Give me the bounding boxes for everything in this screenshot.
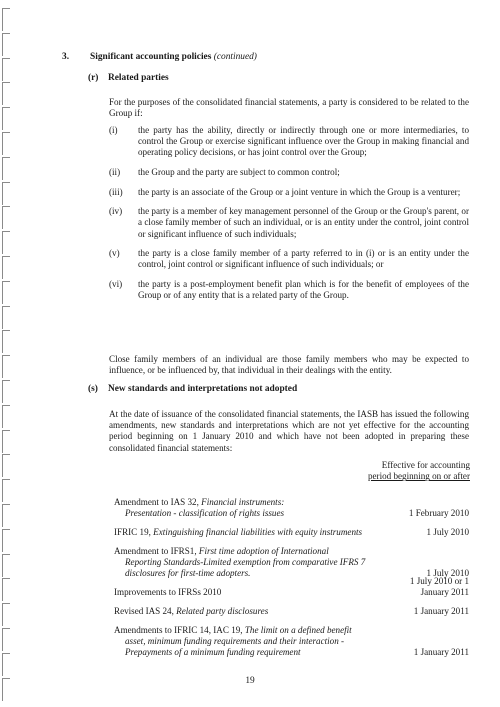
amendment-title-continuation: asset, minimum funding requirements and their interaction -Prepayments of a minimum funding requirement xyxy=(125,636,345,657)
related-party-criterion xyxy=(109,206,469,240)
amendment-row xyxy=(114,497,469,519)
binder-mark xyxy=(2,33,10,56)
amendment-description xyxy=(114,497,369,519)
binder-mark xyxy=(2,306,10,329)
binder-mark xyxy=(2,355,10,378)
column-header-line: period beginning on or after xyxy=(367,471,470,482)
amendment-reference: IFRIC 19, xyxy=(114,527,154,537)
binder-mark xyxy=(2,206,10,229)
amendment-title: First time adoption of International xyxy=(198,546,329,556)
amendment-title: Related party disclosures xyxy=(176,606,269,616)
amendment-title-continuation: Reporting Standards-Limited exemption from comparative IFRS 7 disclosures for first-time adopters. xyxy=(125,557,366,578)
binder-mark xyxy=(2,8,10,31)
amendment-description xyxy=(114,587,369,598)
binder-mark xyxy=(2,479,10,502)
criterion-text: the party is an associate of the Group or a joint venture in which the Group is a venturer; xyxy=(138,186,461,197)
criterion-numeral: (v) xyxy=(109,248,120,259)
subsection-title: New standards and interpretations not adopted xyxy=(108,384,298,394)
related-parties-list xyxy=(109,125,469,310)
criterion-numeral: (vi) xyxy=(109,278,123,289)
effective-date: 1 July 2010 xyxy=(426,568,469,578)
binder-mark xyxy=(2,231,10,254)
amendment-reference: Improvements to IFRSs 2010 xyxy=(114,587,222,597)
amendment-title-line xyxy=(114,497,369,508)
amendment-title-line xyxy=(114,625,369,636)
amendment-row xyxy=(114,546,469,579)
related-parties-closing: Close family members of an individual are those family members who may be expected to influence, or be influenced by, that individual in their dealings with the entity. xyxy=(109,354,469,376)
binder-margin-marks xyxy=(0,0,14,707)
effective-date-column-header xyxy=(320,460,470,483)
binder-mark xyxy=(2,529,10,552)
amendment-row xyxy=(114,576,469,598)
binder-mark xyxy=(2,504,10,527)
criterion-text: the Group and the party are subject to common control; xyxy=(138,167,340,177)
subsection-letter: (r) xyxy=(88,73,99,83)
binder-mark xyxy=(2,578,10,601)
criterion-text: the party is a post-employment benefit plan which is for the benefit of employees of the Group or of any entity that is a related party of the Group. xyxy=(138,278,469,301)
binder-mark xyxy=(2,405,10,428)
binder-mark xyxy=(2,454,10,477)
binder-mark xyxy=(2,628,10,651)
section-title: Significant accounting policies xyxy=(90,52,212,62)
amendment-title-line xyxy=(114,527,369,538)
amendment-row xyxy=(114,527,469,538)
amendment-description xyxy=(114,546,369,579)
criterion-numeral: (iii) xyxy=(109,186,123,197)
binder-mark xyxy=(2,157,10,180)
criterion-text: the party is a close family member of a party referred to in (i) or is an entity under the control, joint control or significant influence of such individuals; or xyxy=(138,248,469,270)
binder-mark xyxy=(2,107,10,130)
related-parties-intro: For the purposes of the consolidated financial statements, a party is considered to be related to the Group if: xyxy=(109,97,469,119)
criterion-numeral: (iv) xyxy=(109,206,123,217)
amendment-reference: Amendment to IAS 32, xyxy=(114,497,202,507)
section-heading xyxy=(62,52,257,62)
section-number: 3. xyxy=(62,52,70,62)
binder-mark xyxy=(2,82,10,105)
amendment-title-line xyxy=(114,606,369,617)
amendment-description xyxy=(114,625,369,658)
binder-mark xyxy=(2,554,10,577)
related-party-criterion xyxy=(109,248,469,270)
amendment-row xyxy=(114,625,469,658)
binder-mark xyxy=(2,380,10,403)
binder-mark xyxy=(2,58,10,81)
effective-date: 1 July 2010 xyxy=(426,527,469,537)
page-number: 19 xyxy=(245,676,255,686)
amendment-title-line xyxy=(114,587,369,598)
amendment-title-line xyxy=(114,546,369,557)
binder-mark xyxy=(2,182,10,205)
amendment-title: The limit on a defined benefit xyxy=(244,625,352,635)
effective-date: 1 January 2011 xyxy=(413,606,469,616)
effective-date: 1 January 2011 xyxy=(413,647,469,657)
related-party-criterion xyxy=(109,167,469,178)
new-standards-intro: At the date of issuance of the consolidated financial statements, the IASB has issued the following amendments, new standards and interpretations which are not yet effective for the accounting period beginning on 1 January 2010 and which have not been adopted in preparing these consolidated financial statements: xyxy=(109,409,469,453)
related-party-criterion xyxy=(109,279,469,301)
binder-mark xyxy=(2,132,10,155)
amendment-title: Financial instruments: xyxy=(201,497,285,507)
criterion-numeral: (ii) xyxy=(109,167,121,177)
binder-mark xyxy=(2,653,10,676)
related-party-criterion xyxy=(109,187,469,198)
amendment-description xyxy=(114,606,369,617)
amendment-reference: Amendment to IFRS1, xyxy=(114,546,199,556)
binder-mark xyxy=(2,330,10,353)
related-party-criterion xyxy=(109,125,469,159)
binder-mark xyxy=(2,603,10,626)
amendment-title-continuation: Presentation - classification of rights issues xyxy=(125,508,285,518)
subsection-letter: (s) xyxy=(88,384,98,394)
amendments-list xyxy=(114,497,469,666)
subsection-title: Related parties xyxy=(108,73,169,83)
amendment-title: Extinguishing financial liabilities with equity instruments xyxy=(153,527,363,537)
amendment-row xyxy=(114,606,469,617)
amendment-description xyxy=(114,527,369,538)
section-continued: (continued) xyxy=(213,52,257,62)
binder-mark xyxy=(2,430,10,453)
amendment-reference: Amendments to IFRIC 14, IAC 19, xyxy=(114,625,245,635)
criterion-numeral: (i) xyxy=(109,125,118,135)
effective-date: 1 July 2010 or 1 January 2011 xyxy=(409,576,469,597)
column-header-line: Effective for accounting xyxy=(381,460,470,470)
amendment-reference: Revised IAS 24, xyxy=(114,606,177,616)
criterion-text: the party has the ability, directly or indirectly through one or more intermediaries, to control the Group or exercise significant influence over the Group in making financial and operating policy decisions, or has joint control over the Group; xyxy=(138,125,469,158)
criterion-text: the party is a member of key management personnel of the Group or the Group's parent, or a close family member of such an individual, or is an entity under the control, joint control or significant influence of such individuals; xyxy=(138,206,469,239)
effective-date: 1 February 2010 xyxy=(408,508,469,518)
binder-mark xyxy=(2,256,10,279)
binder-mark xyxy=(2,281,10,304)
